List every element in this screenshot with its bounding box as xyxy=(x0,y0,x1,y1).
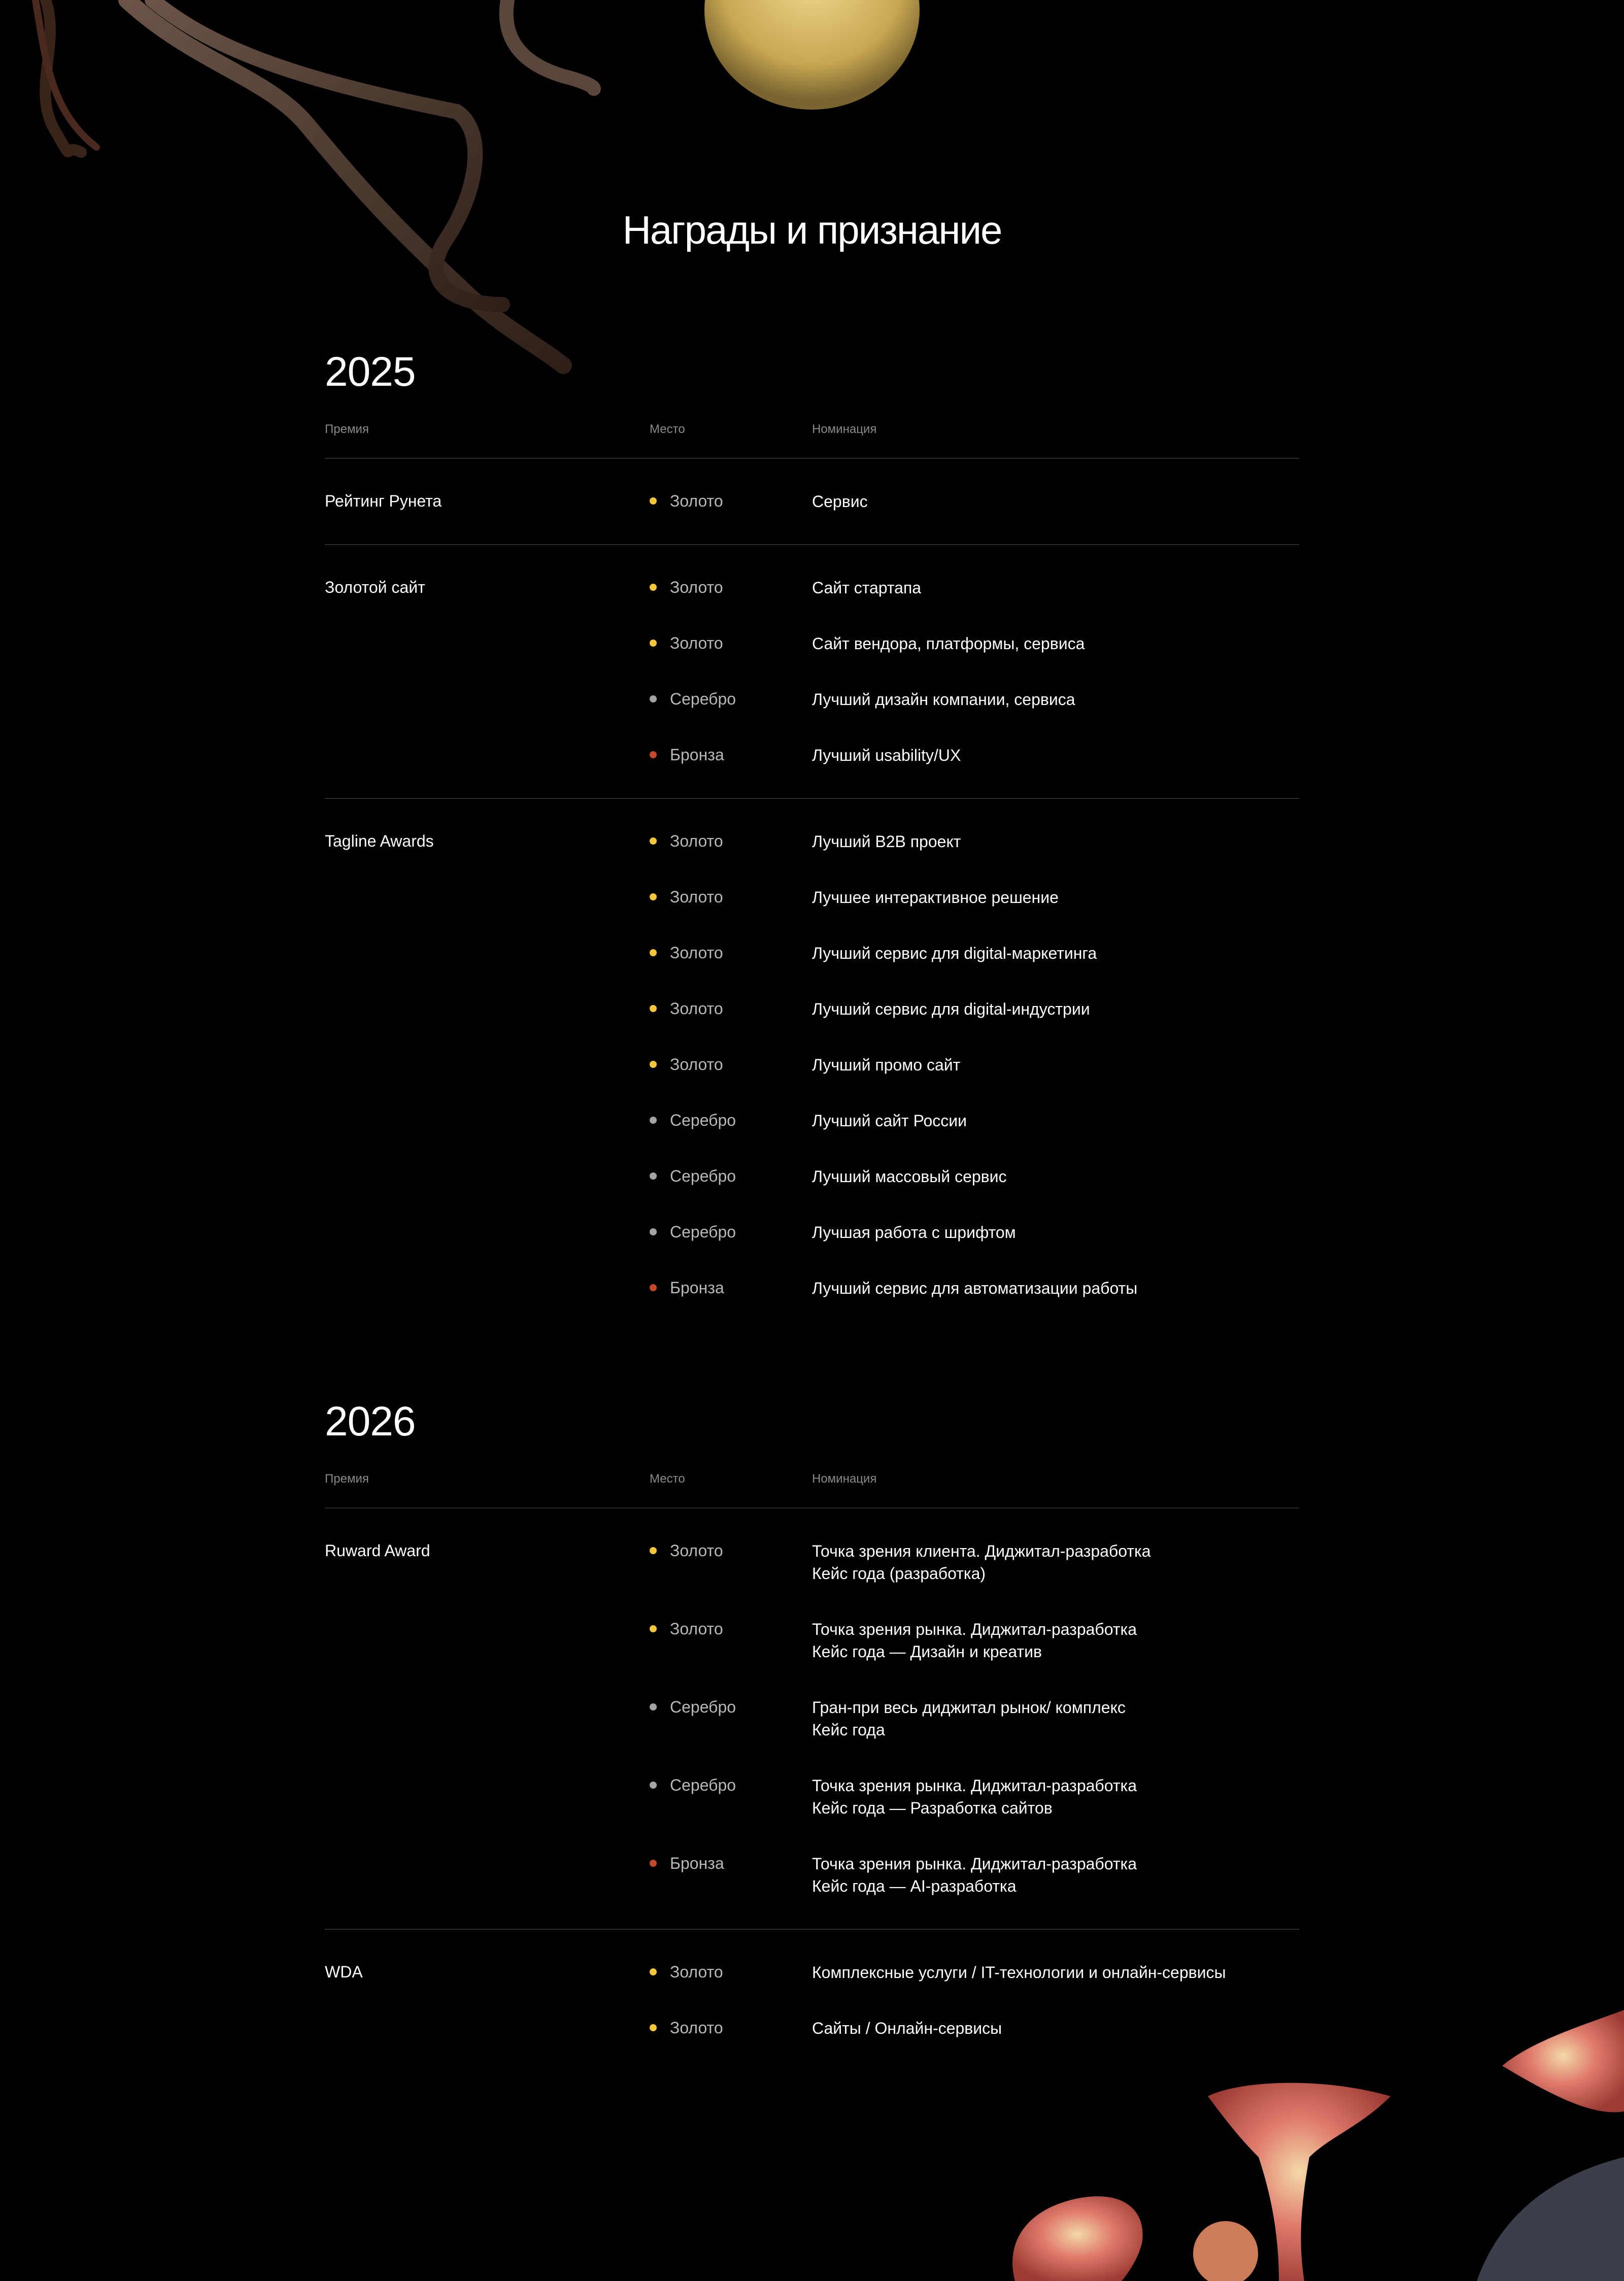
gold-medal-dot-icon xyxy=(650,497,657,505)
place-cell xyxy=(650,577,812,599)
nomination-text: Лучший сайт России xyxy=(812,1112,967,1130)
award-entry-row xyxy=(650,1221,1299,1244)
place-label: Золото xyxy=(670,1541,723,1560)
silver-medal-dot-icon xyxy=(650,695,657,702)
award-entry-row xyxy=(650,1696,1299,1741)
silver-medal-dot-icon xyxy=(650,1228,657,1235)
award-group xyxy=(325,459,1299,545)
nomination-text: Лучший дизайн компании, сервиса xyxy=(812,690,1075,709)
nomination-cell xyxy=(812,744,961,766)
nomination-text: Сервис xyxy=(812,492,868,511)
place-cell xyxy=(650,1221,812,1244)
place-cell xyxy=(650,1696,812,1741)
nomination-text: Кейс года — AI-разработка xyxy=(812,1877,1017,1895)
award-entry-row xyxy=(650,632,1299,655)
place-cell xyxy=(650,1540,812,1585)
award-group xyxy=(325,799,1299,1331)
place-label: Серебро xyxy=(670,1776,736,1794)
gold-medal-dot-icon xyxy=(650,1061,657,1068)
award-name: Рейтинг Рунета xyxy=(325,492,442,510)
place-label: Золото xyxy=(670,634,723,652)
place-label: Золото xyxy=(670,2019,723,2037)
column-headers xyxy=(325,1472,1299,1508)
nomination-text: Лучший сервис для digital-маркетинга xyxy=(812,944,1097,962)
nomination-cell xyxy=(812,830,961,853)
gold-medal-dot-icon xyxy=(650,1547,657,1554)
place-cell xyxy=(650,1618,812,1663)
nomination-text: Кейс года — Разработка сайтов xyxy=(812,1799,1053,1817)
place-label: Золото xyxy=(670,1055,723,1074)
award-entry-row xyxy=(650,1961,1299,1984)
nomination-cell xyxy=(812,1540,1151,1585)
nomination-cell xyxy=(812,1054,960,1076)
award-group xyxy=(325,1930,1299,2071)
nomination-cell xyxy=(812,632,1085,655)
nomination-text: Кейс года (разработка) xyxy=(812,1564,986,1583)
nomination-cell xyxy=(812,2017,1002,2039)
place-cell xyxy=(650,830,812,853)
place-label: Золото xyxy=(670,1963,723,1981)
place-label: Серебро xyxy=(670,1223,736,1241)
place-label: Серебро xyxy=(670,1167,736,1185)
nomination-cell xyxy=(812,1221,1016,1244)
nomination-text: Лучший сервис для автоматизации работы xyxy=(812,1279,1138,1297)
column-header-award: Премия xyxy=(325,1472,369,1486)
place-cell xyxy=(650,886,812,909)
award-group xyxy=(325,1508,1299,1930)
award-name: WDA xyxy=(325,1963,363,1981)
nomination-cell xyxy=(812,1277,1137,1299)
place-label: Золото xyxy=(670,578,723,596)
gold-medal-dot-icon xyxy=(650,640,657,647)
place-label: Бронза xyxy=(670,746,724,764)
year-section-2025 xyxy=(325,344,1299,1331)
gold-medal-dot-icon xyxy=(650,837,657,845)
award-entry-row xyxy=(650,1853,1299,1897)
nomination-text: Лучший массовый сервис xyxy=(812,1167,1007,1186)
award-entry-row xyxy=(650,998,1299,1020)
gold-medal-dot-icon xyxy=(650,2024,657,2031)
place-cell xyxy=(650,688,812,711)
year-section-2026 xyxy=(325,1394,1299,2071)
nomination-text: Кейс года — Дизайн и креатив xyxy=(812,1642,1042,1661)
nomination-cell xyxy=(812,1110,967,1132)
award-entry-row xyxy=(650,886,1299,909)
year-heading: 2026 xyxy=(325,1398,416,1445)
award-name: Tagline Awards xyxy=(325,832,434,850)
nomination-cell xyxy=(812,577,921,599)
place-label: Золото xyxy=(670,492,723,510)
nomination-text: Точка зрения клиента. Диджитал-разработка xyxy=(812,1542,1151,1560)
nomination-text: Лучший сервис для digital-индустрии xyxy=(812,1000,1090,1018)
nomination-cell xyxy=(812,1618,1137,1663)
award-entry-row xyxy=(650,942,1299,964)
gold-medal-dot-icon xyxy=(650,1968,657,1975)
nomination-text: Лучший usability/UX xyxy=(812,746,961,764)
nomination-text: Точка зрения рынка. Диджитал-разработка xyxy=(812,1776,1137,1795)
place-cell xyxy=(650,1853,812,1897)
nomination-cell xyxy=(812,1696,1126,1741)
award-name: Золотой сайт xyxy=(325,578,425,596)
silver-medal-dot-icon xyxy=(650,1703,657,1710)
silver-medal-dot-icon xyxy=(650,1782,657,1789)
place-label: Золото xyxy=(670,832,723,850)
gold-medal-dot-icon xyxy=(650,893,657,900)
place-label: Золото xyxy=(670,944,723,962)
award-group xyxy=(325,545,1299,799)
column-header-place: Место xyxy=(650,1472,685,1486)
column-header-place: Место xyxy=(650,422,685,436)
award-entry-row xyxy=(650,1054,1299,1076)
place-label: Золото xyxy=(670,999,723,1018)
award-groups xyxy=(325,459,1299,1331)
place-label: Бронза xyxy=(670,1854,724,1872)
award-entry-row xyxy=(650,1618,1299,1663)
award-entry-row xyxy=(650,830,1299,853)
place-label: Серебро xyxy=(670,690,736,708)
nomination-text: Комплексные услуги / IT-технологии и онлайн-сервисы xyxy=(812,1963,1226,1982)
nomination-cell xyxy=(812,1961,1226,1984)
award-entry-row xyxy=(650,1277,1299,1299)
column-header-nomination: Номинация xyxy=(812,1472,877,1486)
place-label: Бронза xyxy=(670,1279,724,1297)
vanilla-pods-decoration xyxy=(0,0,609,386)
nomination-text: Лучший промо сайт xyxy=(812,1056,961,1074)
nomination-text: Кейс года xyxy=(812,1721,885,1739)
place-cell xyxy=(650,1165,812,1188)
yellow-puff-decoration xyxy=(700,0,924,117)
nomination-cell xyxy=(812,998,1090,1020)
silver-medal-dot-icon xyxy=(650,1117,657,1124)
award-entry-row xyxy=(650,1774,1299,1819)
gold-medal-dot-icon xyxy=(650,1625,657,1632)
place-cell xyxy=(650,1054,812,1076)
award-entry-row xyxy=(650,577,1299,599)
place-cell xyxy=(650,1277,812,1299)
nomination-text: Точка зрения рынка. Диджитал-разработка xyxy=(812,1620,1137,1638)
column-header-nomination: Номинация xyxy=(812,422,877,436)
place-cell xyxy=(650,998,812,1020)
award-entry-row xyxy=(650,2017,1299,2039)
nomination-cell xyxy=(812,886,1059,909)
nomination-text: Гран-при весь диджитал рынок/ комплекс xyxy=(812,1698,1126,1717)
nomination-cell xyxy=(812,1853,1137,1897)
nomination-text: Лучшее интерактивное решение xyxy=(812,888,1059,907)
place-cell xyxy=(650,1774,812,1819)
award-entry-row xyxy=(650,744,1299,766)
award-entry-row xyxy=(650,1165,1299,1188)
nomination-text: Лучший B2B проект xyxy=(812,832,961,851)
place-label: Золото xyxy=(670,888,723,906)
column-headers xyxy=(325,422,1299,459)
bronze-medal-dot-icon xyxy=(650,1860,657,1867)
place-cell xyxy=(650,490,812,513)
nomination-cell xyxy=(812,942,1097,964)
place-cell xyxy=(650,744,812,766)
place-cell xyxy=(650,1961,812,1984)
award-entry-row xyxy=(650,490,1299,513)
gold-medal-dot-icon xyxy=(650,1005,657,1012)
nomination-text: Сайт стартапа xyxy=(812,579,922,597)
bronze-medal-dot-icon xyxy=(650,751,657,758)
place-cell xyxy=(650,1110,812,1132)
place-label: Золото xyxy=(670,1620,723,1638)
place-label: Серебро xyxy=(670,1698,736,1716)
nomination-text: Сайты / Онлайн-сервисы xyxy=(812,2019,1002,2037)
nomination-cell xyxy=(812,490,868,513)
place-label: Серебро xyxy=(670,1111,736,1129)
page-title: Награды и признание xyxy=(622,208,1002,252)
column-header-award: Премия xyxy=(325,422,369,436)
award-entry-row xyxy=(650,688,1299,711)
year-heading: 2025 xyxy=(325,349,416,395)
nomination-text: Сайт вендора, платформы, сервиса xyxy=(812,634,1085,653)
bronze-medal-dot-icon xyxy=(650,1284,657,1291)
nomination-text: Точка зрения рынка. Диджитал-разработка xyxy=(812,1855,1137,1873)
award-entry-row xyxy=(650,1540,1299,1585)
gold-medal-dot-icon xyxy=(650,584,657,591)
silver-medal-dot-icon xyxy=(650,1172,657,1180)
nomination-cell xyxy=(812,1165,1007,1188)
gold-medal-dot-icon xyxy=(650,949,657,956)
place-cell xyxy=(650,942,812,964)
place-cell xyxy=(650,2017,812,2039)
award-entry-row xyxy=(650,1110,1299,1132)
nomination-text: Лучшая работа с шрифтом xyxy=(812,1223,1016,1242)
award-groups xyxy=(325,1508,1299,2071)
nomination-cell xyxy=(812,688,1075,711)
place-cell xyxy=(650,632,812,655)
award-name: Ruward Award xyxy=(325,1541,430,1560)
nomination-cell xyxy=(812,1774,1137,1819)
